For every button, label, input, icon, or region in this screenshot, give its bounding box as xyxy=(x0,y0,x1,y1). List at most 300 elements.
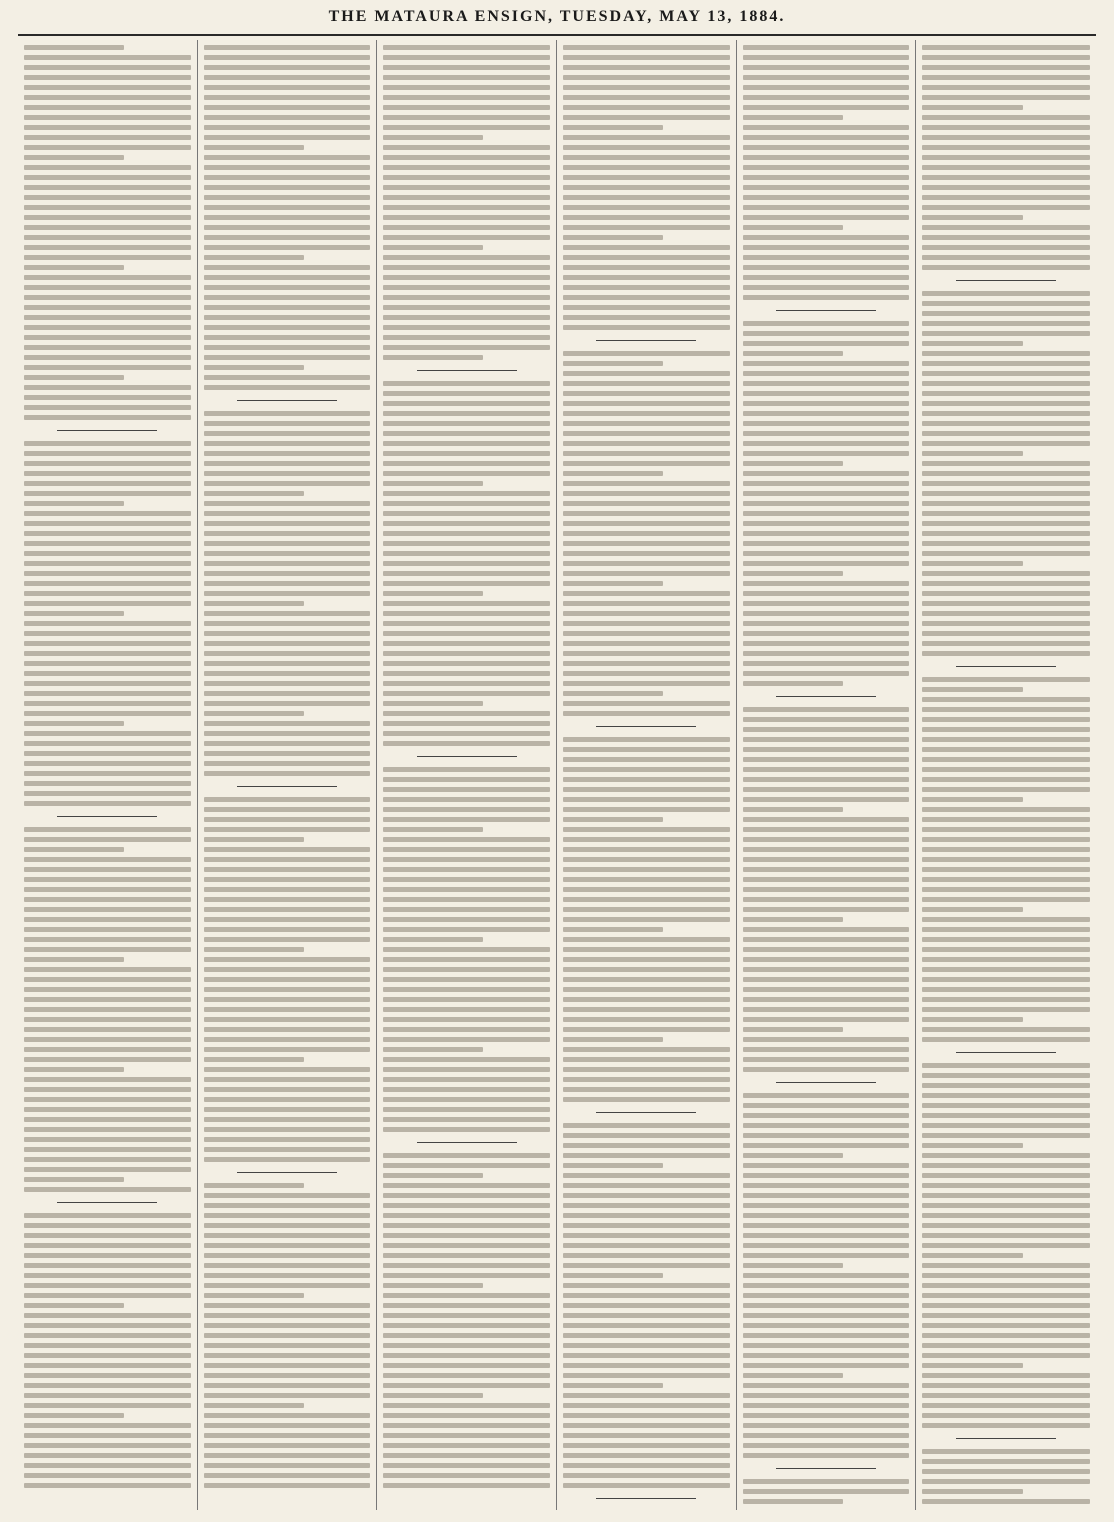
text-line-placeholder xyxy=(563,371,730,376)
text-line-placeholder xyxy=(24,441,191,446)
text-line-placeholder xyxy=(922,591,1090,596)
text-line-placeholder xyxy=(24,215,191,220)
text-line-placeholder xyxy=(563,867,730,872)
text-line-placeholder xyxy=(24,1253,191,1258)
text-line-placeholder xyxy=(743,747,910,752)
text-line-placeholder xyxy=(922,787,1090,792)
text-line-placeholder xyxy=(383,1423,550,1428)
text-line-placeholder xyxy=(24,1223,191,1228)
text-line-placeholder xyxy=(922,311,1090,316)
text-line-placeholder xyxy=(563,411,730,416)
text-line-placeholder xyxy=(204,1423,371,1428)
text-line-placeholder xyxy=(383,135,483,140)
text-line-placeholder xyxy=(204,701,371,706)
text-line-placeholder xyxy=(204,957,371,962)
text-line-placeholder xyxy=(743,551,910,556)
text-line-placeholder xyxy=(383,1057,550,1062)
text-line-placeholder xyxy=(922,747,1090,752)
text-line-placeholder xyxy=(743,1313,910,1318)
text-line-placeholder xyxy=(743,115,843,120)
text-line-placeholder xyxy=(24,937,191,942)
text-line-placeholder xyxy=(383,1303,550,1308)
text-line-placeholder xyxy=(24,761,191,766)
section-rule xyxy=(596,1498,696,1499)
text-line-placeholder xyxy=(204,1293,304,1298)
text-line-placeholder xyxy=(383,1343,550,1348)
text-line-placeholder xyxy=(922,1449,1090,1454)
text-line-placeholder xyxy=(563,351,730,356)
text-line-placeholder xyxy=(743,1273,910,1278)
text-line-placeholder xyxy=(24,1423,191,1428)
text-line-placeholder xyxy=(743,215,910,220)
text-line-placeholder xyxy=(922,887,1090,892)
text-line-placeholder xyxy=(743,541,910,546)
text-line-placeholder xyxy=(24,265,124,270)
text-line-placeholder xyxy=(383,787,550,792)
text-line-placeholder xyxy=(24,581,191,586)
section-rule xyxy=(57,1202,157,1203)
text-line-placeholder xyxy=(922,541,1090,546)
text-line-placeholder xyxy=(563,837,730,842)
text-line-placeholder xyxy=(922,265,1090,270)
text-line-placeholder xyxy=(24,135,191,140)
text-line-placeholder xyxy=(922,807,1090,812)
text-line-placeholder xyxy=(204,741,371,746)
text-line-placeholder xyxy=(563,451,730,456)
text-line-placeholder xyxy=(743,1303,910,1308)
text-line-placeholder xyxy=(563,1333,730,1338)
text-line-placeholder xyxy=(383,1173,483,1178)
text-line-placeholder xyxy=(383,711,550,716)
text-line-placeholder xyxy=(922,135,1090,140)
text-line-placeholder xyxy=(204,491,304,496)
text-line-placeholder xyxy=(743,1067,910,1072)
text-line-placeholder xyxy=(204,375,371,380)
text-line-placeholder xyxy=(743,1213,910,1218)
masthead: THE MATAURA ENSIGN, TUESDAY, MAY 13, 1884. xyxy=(18,0,1096,36)
text-line-placeholder xyxy=(383,1323,550,1328)
text-line-placeholder xyxy=(204,1273,371,1278)
text-line-placeholder xyxy=(922,551,1090,556)
text-line-placeholder xyxy=(204,315,371,320)
text-line-placeholder xyxy=(922,341,1023,346)
text-line-placeholder xyxy=(24,65,191,70)
text-line-placeholder xyxy=(922,291,1090,296)
text-line-placeholder xyxy=(743,1443,910,1448)
text-line-placeholder xyxy=(383,511,550,516)
section-rule xyxy=(237,400,337,401)
text-line-placeholder xyxy=(922,1017,1023,1022)
text-line-placeholder xyxy=(743,631,910,636)
text-line-placeholder xyxy=(24,917,191,922)
text-line-placeholder xyxy=(24,927,191,932)
text-line-placeholder xyxy=(563,1037,663,1042)
text-line-placeholder xyxy=(24,801,191,806)
text-line-placeholder xyxy=(922,411,1090,416)
text-line-placeholder xyxy=(743,997,910,1002)
text-line-placeholder xyxy=(204,95,371,100)
text-line-placeholder xyxy=(383,1243,550,1248)
text-line-placeholder xyxy=(383,125,550,130)
text-line-placeholder xyxy=(24,295,191,300)
text-line-placeholder xyxy=(743,1243,910,1248)
text-line-placeholder xyxy=(204,1253,371,1258)
text-line-placeholder xyxy=(24,275,191,280)
text-line-placeholder xyxy=(383,947,550,952)
text-line-placeholder xyxy=(204,1393,371,1398)
text-line-placeholder xyxy=(383,967,550,972)
text-line-placeholder xyxy=(922,907,1023,912)
text-line-placeholder xyxy=(563,105,730,110)
text-line-placeholder xyxy=(204,235,371,240)
text-line-placeholder xyxy=(563,205,730,210)
text-line-placeholder xyxy=(563,947,730,952)
text-line-placeholder xyxy=(24,155,124,160)
text-line-placeholder xyxy=(743,1103,910,1108)
text-line-placeholder xyxy=(922,1263,1090,1268)
text-line-placeholder xyxy=(922,85,1090,90)
text-line-placeholder xyxy=(563,1423,730,1428)
text-line-placeholder xyxy=(204,937,371,942)
text-line-placeholder xyxy=(563,1323,730,1328)
text-line-placeholder xyxy=(743,1433,910,1438)
text-line-placeholder xyxy=(922,1333,1090,1338)
text-line-placeholder xyxy=(204,471,371,476)
text-line-placeholder xyxy=(383,1077,550,1082)
text-line-placeholder xyxy=(743,501,910,506)
text-line-placeholder xyxy=(563,777,730,782)
text-line-placeholder xyxy=(563,1193,730,1198)
text-line-placeholder xyxy=(743,621,910,626)
text-line-placeholder xyxy=(24,511,191,516)
text-line-placeholder xyxy=(743,421,910,426)
text-line-placeholder xyxy=(24,731,191,736)
text-line-placeholder xyxy=(922,837,1090,842)
text-line-placeholder xyxy=(383,421,550,426)
text-line-placeholder xyxy=(204,1343,371,1348)
text-line-placeholder xyxy=(24,1047,191,1052)
text-line-placeholder xyxy=(922,1423,1090,1428)
text-line-placeholder xyxy=(922,677,1090,682)
text-line-placeholder xyxy=(204,65,371,70)
text-line-placeholder xyxy=(24,1167,191,1172)
text-line-placeholder xyxy=(743,461,843,466)
text-line-placeholder xyxy=(563,551,730,556)
text-line-placeholder xyxy=(204,205,371,210)
text-line-placeholder xyxy=(383,95,550,100)
text-line-placeholder xyxy=(383,1373,550,1378)
text-line-placeholder xyxy=(922,1083,1090,1088)
text-line-placeholder xyxy=(24,1463,191,1468)
text-line-placeholder xyxy=(383,631,550,636)
column-2 xyxy=(198,40,378,1510)
text-line-placeholder xyxy=(383,877,550,882)
text-line-placeholder xyxy=(24,1363,191,1368)
text-line-placeholder xyxy=(24,205,191,210)
text-line-placeholder xyxy=(563,847,730,852)
text-line-placeholder xyxy=(922,381,1090,386)
text-line-placeholder xyxy=(922,1063,1090,1068)
text-line-placeholder xyxy=(563,927,663,932)
text-line-placeholder xyxy=(204,1373,371,1378)
text-line-placeholder xyxy=(563,1163,663,1168)
text-line-placeholder xyxy=(743,331,910,336)
text-line-placeholder xyxy=(383,1473,550,1478)
text-line-placeholder xyxy=(743,1123,910,1128)
text-line-placeholder xyxy=(563,1283,730,1288)
text-line-placeholder xyxy=(383,937,483,942)
text-line-placeholder xyxy=(563,521,730,526)
text-line-placeholder xyxy=(743,471,910,476)
text-line-placeholder xyxy=(563,1067,730,1072)
text-line-placeholder xyxy=(563,767,730,772)
text-line-placeholder xyxy=(922,351,1090,356)
text-line-placeholder xyxy=(383,275,550,280)
text-line-placeholder xyxy=(922,1393,1090,1398)
text-line-placeholder xyxy=(563,907,730,912)
text-line-placeholder xyxy=(24,1473,191,1478)
text-line-placeholder xyxy=(563,1483,730,1488)
text-line-placeholder xyxy=(743,1193,910,1198)
text-line-placeholder xyxy=(922,1243,1090,1248)
text-line-placeholder xyxy=(204,551,371,556)
text-line-placeholder xyxy=(563,691,663,696)
text-line-placeholder xyxy=(204,1213,371,1218)
text-line-placeholder xyxy=(563,807,730,812)
text-line-placeholder xyxy=(204,1017,371,1022)
text-line-placeholder xyxy=(204,847,371,852)
text-line-placeholder xyxy=(922,947,1090,952)
text-line-placeholder xyxy=(563,1363,730,1368)
text-line-placeholder xyxy=(563,215,730,220)
text-line-placeholder xyxy=(922,641,1090,646)
text-line-placeholder xyxy=(383,1443,550,1448)
text-line-placeholder xyxy=(922,215,1023,220)
text-line-placeholder xyxy=(383,145,550,150)
text-line-placeholder xyxy=(24,837,191,842)
text-line-placeholder xyxy=(563,967,730,972)
text-line-placeholder xyxy=(743,451,910,456)
text-line-placeholder xyxy=(204,681,371,686)
text-line-placeholder xyxy=(563,135,730,140)
text-line-placeholder xyxy=(204,1117,371,1122)
text-line-placeholder xyxy=(24,1057,191,1062)
text-line-placeholder xyxy=(563,431,730,436)
text-line-placeholder xyxy=(563,255,730,260)
text-line-placeholder xyxy=(922,1253,1023,1258)
text-line-placeholder xyxy=(743,591,910,596)
text-line-placeholder xyxy=(204,501,371,506)
text-line-placeholder xyxy=(24,1413,124,1418)
text-line-placeholder xyxy=(743,1413,910,1418)
text-line-placeholder xyxy=(24,415,191,420)
text-line-placeholder xyxy=(563,1303,730,1308)
text-line-placeholder xyxy=(383,957,550,962)
text-line-placeholder xyxy=(563,441,730,446)
text-line-placeholder xyxy=(204,611,371,616)
text-line-placeholder xyxy=(383,897,550,902)
text-line-placeholder xyxy=(563,757,730,762)
text-line-placeholder xyxy=(383,847,550,852)
text-line-placeholder xyxy=(204,345,371,350)
text-line-placeholder xyxy=(204,1473,371,1478)
text-line-placeholder xyxy=(922,1313,1090,1318)
text-line-placeholder xyxy=(922,321,1090,326)
text-line-placeholder xyxy=(383,1087,550,1092)
text-line-placeholder xyxy=(204,75,371,80)
text-line-placeholder xyxy=(922,737,1090,742)
section-rule xyxy=(596,1112,696,1113)
text-line-placeholder xyxy=(743,95,910,100)
text-line-placeholder xyxy=(24,641,191,646)
section-rule xyxy=(776,310,876,311)
text-line-placeholder xyxy=(743,401,910,406)
text-line-placeholder xyxy=(743,807,843,812)
text-line-placeholder xyxy=(922,827,1090,832)
text-line-placeholder xyxy=(922,1123,1090,1128)
text-line-placeholder xyxy=(204,947,304,952)
text-line-placeholder xyxy=(383,837,550,842)
text-line-placeholder xyxy=(922,917,1090,922)
text-line-placeholder xyxy=(204,751,371,756)
text-line-placeholder xyxy=(24,1383,191,1388)
text-line-placeholder xyxy=(204,621,371,626)
text-line-placeholder xyxy=(204,185,371,190)
text-line-placeholder xyxy=(24,471,191,476)
text-line-placeholder xyxy=(563,1047,730,1052)
text-line-placeholder xyxy=(204,365,304,370)
text-line-placeholder xyxy=(383,355,483,360)
text-line-placeholder xyxy=(743,1223,910,1228)
text-line-placeholder xyxy=(383,1273,550,1278)
text-line-placeholder xyxy=(383,491,550,496)
text-line-placeholder xyxy=(383,797,550,802)
text-line-placeholder xyxy=(204,1087,371,1092)
text-line-placeholder xyxy=(743,837,910,842)
text-line-placeholder xyxy=(204,771,371,776)
text-line-placeholder xyxy=(383,1203,550,1208)
text-line-placeholder xyxy=(24,235,191,240)
column-4 xyxy=(557,40,737,1510)
text-line-placeholder xyxy=(204,255,304,260)
text-line-placeholder xyxy=(204,1147,371,1152)
text-line-placeholder xyxy=(24,345,191,350)
text-line-placeholder xyxy=(743,1479,910,1484)
text-line-placeholder xyxy=(743,1233,910,1238)
text-line-placeholder xyxy=(204,671,371,676)
text-line-placeholder xyxy=(383,521,550,526)
text-line-placeholder xyxy=(24,987,191,992)
text-line-placeholder xyxy=(24,1177,124,1182)
text-line-placeholder xyxy=(204,385,371,390)
text-line-placeholder xyxy=(24,1483,191,1488)
text-line-placeholder xyxy=(204,1283,371,1288)
text-line-placeholder xyxy=(743,1499,843,1504)
text-line-placeholder xyxy=(24,591,191,596)
text-line-placeholder xyxy=(24,1097,191,1102)
text-line-placeholder xyxy=(24,185,191,190)
text-line-placeholder xyxy=(922,1373,1090,1378)
text-line-placeholder xyxy=(563,511,730,516)
text-line-placeholder xyxy=(563,1007,730,1012)
text-line-placeholder xyxy=(563,957,730,962)
text-line-placeholder xyxy=(563,887,730,892)
text-line-placeholder xyxy=(563,65,730,70)
text-line-placeholder xyxy=(922,1303,1090,1308)
text-line-placeholder xyxy=(563,245,730,250)
text-line-placeholder xyxy=(563,641,730,646)
section-rule xyxy=(596,726,696,727)
text-line-placeholder xyxy=(383,721,550,726)
text-line-placeholder xyxy=(24,1037,191,1042)
text-line-placeholder xyxy=(383,235,550,240)
text-line-placeholder xyxy=(743,55,910,60)
text-line-placeholder xyxy=(204,531,371,536)
text-line-placeholder xyxy=(204,1413,371,1418)
text-line-placeholder xyxy=(383,621,550,626)
text-line-placeholder xyxy=(24,571,191,576)
text-line-placeholder xyxy=(204,1137,371,1142)
text-line-placeholder xyxy=(922,1223,1090,1228)
text-line-placeholder xyxy=(383,225,550,230)
text-line-placeholder xyxy=(743,1203,910,1208)
text-line-placeholder xyxy=(383,1027,550,1032)
text-line-placeholder xyxy=(922,1193,1090,1198)
text-line-placeholder xyxy=(383,927,550,932)
text-line-placeholder xyxy=(563,275,730,280)
text-line-placeholder xyxy=(24,1273,191,1278)
text-line-placeholder xyxy=(204,165,371,170)
text-line-placeholder xyxy=(563,381,730,386)
section-rule xyxy=(596,340,696,341)
text-line-placeholder xyxy=(24,651,191,656)
text-line-placeholder xyxy=(922,331,1090,336)
text-line-placeholder xyxy=(204,451,371,456)
text-line-placeholder xyxy=(383,661,550,666)
text-line-placeholder xyxy=(204,195,371,200)
text-line-placeholder xyxy=(24,631,191,636)
text-line-placeholder xyxy=(24,791,191,796)
text-line-placeholder xyxy=(563,1213,730,1218)
text-line-placeholder xyxy=(383,531,550,536)
text-line-placeholder xyxy=(383,731,550,736)
text-line-placeholder xyxy=(383,1153,550,1158)
text-line-placeholder xyxy=(383,541,550,546)
text-line-placeholder xyxy=(204,355,371,360)
text-line-placeholder xyxy=(383,105,550,110)
text-line-placeholder xyxy=(24,1303,124,1308)
text-line-placeholder xyxy=(204,797,371,802)
text-line-placeholder xyxy=(743,275,910,280)
text-line-placeholder xyxy=(922,301,1090,306)
text-line-placeholder xyxy=(563,315,730,320)
section-rule xyxy=(776,1468,876,1469)
text-line-placeholder xyxy=(563,165,730,170)
text-line-placeholder xyxy=(24,225,191,230)
text-line-placeholder xyxy=(922,1133,1090,1138)
text-line-placeholder xyxy=(24,1343,191,1348)
text-line-placeholder xyxy=(204,827,371,832)
text-line-placeholder xyxy=(24,1333,191,1338)
text-line-placeholder xyxy=(24,741,191,746)
text-line-placeholder xyxy=(383,1353,550,1358)
text-line-placeholder xyxy=(563,1373,730,1378)
text-line-placeholder xyxy=(204,691,371,696)
text-line-placeholder xyxy=(922,491,1090,496)
text-line-placeholder xyxy=(383,1363,550,1368)
text-line-placeholder xyxy=(383,45,550,50)
text-line-placeholder xyxy=(204,897,371,902)
